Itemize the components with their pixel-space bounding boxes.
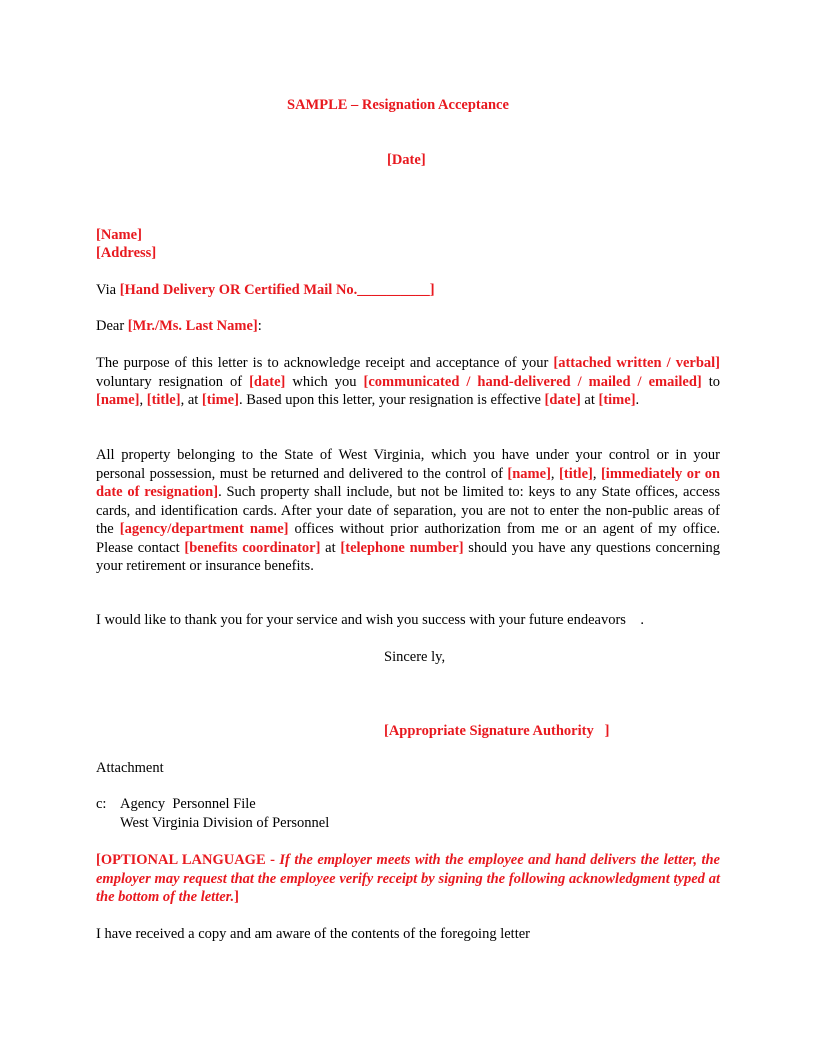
cc-label: c:: [96, 796, 107, 812]
p2-field-benefits-coordinator: [benefits coordinator]: [184, 539, 321, 556]
optional-text: If the employer meets with the employee and hand delivers the letter, the employer may request that the employee verify receipt by signing the following acknowledgment typed at the bottom of the letter.: [96, 852, 720, 905]
p1-field-written-verbal: [attached written / verbal]: [553, 355, 720, 371]
p2-text: offices without prior authorization from me or an agent of my office. Please contact: [96, 521, 721, 556]
p2-text: should you have any questions concerning your retirement or insurance benefits.: [96, 539, 720, 574]
p2-field-agency: [agency/department name]: [119, 521, 289, 537]
salutation-suffix: :: [257, 318, 262, 334]
document-title: SAMPLE – Resignation Acceptance: [287, 97, 509, 113]
p2-field-telephone: [telephone number]: [340, 539, 464, 556]
salutation-prefix: Dear: [96, 318, 128, 334]
p1-text: , at: [180, 392, 202, 408]
attachment-label: Attachment: [96, 760, 164, 776]
p1-text: voluntary resignation of: [96, 373, 250, 390]
delivery-method-line: [96, 281, 435, 299]
p1-text: which you: [285, 373, 364, 390]
cc-line-2: West Virginia Division of Personnel: [120, 815, 330, 831]
acknowledgment-line: I have received a copy and am aware of the contents of the foregoing letter: [96, 926, 530, 942]
salutation: [96, 317, 262, 335]
recipient-name: [Name]: [96, 227, 142, 243]
p2-field-title: [title]: [559, 465, 593, 482]
p2-field-name: [name]: [507, 465, 551, 482]
p1-field-date: [date]: [249, 373, 286, 390]
p2-text: at: [320, 539, 341, 556]
p1-field-name: [name]: [96, 392, 140, 408]
p1-field-delivery: [communicated / hand-delivered / mailed / emailed]: [363, 373, 702, 390]
optional-language: [96, 851, 720, 907]
p1-field-time: [time]: [201, 392, 239, 408]
optional-label: [OPTIONAL LANGUAGE -: [96, 852, 280, 868]
signature-authority: [Appropriate Signature Authority ]: [384, 723, 610, 739]
optional-end: ]: [234, 889, 239, 905]
p2-text: ,: [550, 465, 560, 482]
p1-field-effective-date: [date]: [544, 392, 581, 408]
closing: Sincere ly,: [384, 649, 446, 665]
p1-text: at: [580, 392, 599, 408]
date-placeholder: [Date]: [387, 152, 426, 168]
p2-field-return-date: [immediately or on date of resignation]: [96, 465, 721, 500]
p1-text: to: [701, 373, 720, 390]
p1-text: . Based upon this letter, your resignation is effective: [238, 392, 545, 408]
paragraph-property: [96, 446, 720, 576]
p1-text: .: [635, 392, 640, 408]
p1-text: ,: [139, 392, 147, 408]
via-prefix: Via: [96, 282, 120, 298]
cc-line-1: Agency Personnel File: [120, 796, 256, 812]
paragraph-thanks: I would like to thank you for your service and wish you success with your future endeavors .: [96, 612, 645, 628]
p2-text: All property belonging to the State of West Virginia, which you have under your control or in your personal possession, must be returned and delivered to the control of: [96, 447, 720, 482]
delivery-method: [Hand Delivery OR Certified Mail No.__________]: [119, 282, 435, 298]
p1-field-title: [title]: [146, 392, 181, 408]
recipient-address: [Address]: [96, 245, 157, 261]
paragraph-acknowledgment: [96, 354, 720, 410]
p2-text: ,: [592, 465, 601, 482]
p2-text: . Such property shall include, but not be limited to: keys to any State offices, access cards, and identification cards. After your date of separation, you are not to enter the non-public areas of the: [96, 484, 720, 537]
p1-text: The purpose of this letter is to acknowledge receipt and acceptance of your: [96, 355, 554, 371]
salutation-name: [Mr./Ms. Last Name]: [127, 318, 258, 334]
p1-field-effective-time: [time]: [598, 392, 636, 408]
